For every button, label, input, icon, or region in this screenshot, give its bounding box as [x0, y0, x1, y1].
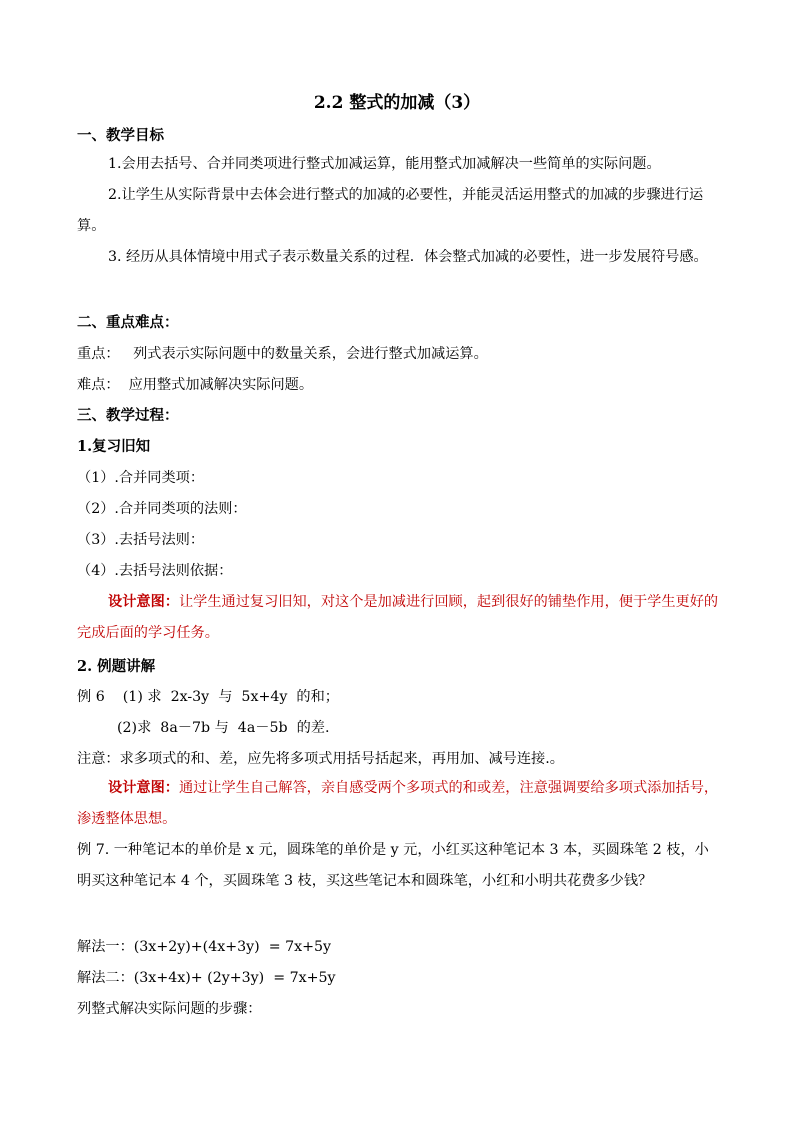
goal-2: 2.让学生从实际背景中去体会进行整式的加减的必要性，并能灵活运用整式的加减的步骤进行运算。	[77, 187, 704, 234]
review-item-4: （4）.去括号法则依据：	[77, 563, 233, 579]
review-item-2: （2）.合并同类项的法则：	[77, 501, 247, 517]
design-note-2	[77, 773, 719, 835]
design-label-2: 设计意图：	[108, 780, 179, 796]
design-text-1: 让学生通过复习旧知，对这个是加减进行回顾，起到很好的铺垫作用，便于学生更好的完成后面的学习任务。	[77, 594, 719, 641]
note: 注意：求多项式的和、差，应先将多项式用括号括起来，再用加、减号连接.。	[77, 751, 564, 767]
design-text-2: 通过让学生自己解答，亲自感受两个多项式的和或差，注意强调要给多项式添加括号，渗透整体思想。	[77, 780, 719, 827]
key-heading: 二、重点难点：	[77, 314, 179, 331]
process-heading: 三、教学过程：	[77, 407, 179, 424]
key-point: 重点： 列式表示实际问题中的数量关系，会进行整式加减运算。	[77, 346, 488, 362]
review-item-1: （1）.合并同类项：	[77, 470, 205, 486]
difficult-point: 难点： 应用整式加减解决实际问题。	[77, 377, 314, 393]
review-heading: 1.复习旧知	[77, 438, 151, 455]
design-label-1: 设计意图：	[108, 594, 179, 610]
page-title: 2.2 整式的加减（3）	[313, 93, 481, 113]
design-note-1	[77, 587, 719, 649]
example-6-line-2: (2)求 8a－7b 与 4a－5b 的差.	[117, 720, 330, 736]
goals-heading: 一、教学目标	[77, 127, 164, 144]
solution-1: 解法一：(3x+2y)+(4x+3y) = 7x+5y	[77, 939, 332, 955]
steps-heading: 列整式解决实际问题的步骤：	[77, 1001, 262, 1017]
example-heading: 2. 例题讲解	[77, 658, 156, 675]
goal-1: 1.会用去括号、合并同类项进行整式加减运算，能用整式加减解决一些简单的实际问题。	[108, 156, 661, 172]
solution-2: 解法二：(3x+4x)+ (2y+3y) = 7x+5y	[77, 970, 336, 986]
goal-3: 3. 经历从具体情境中用式子表示数量关系的过程．体会整式加减的必要性，进一步发展符号感。	[108, 249, 708, 265]
example-7: 例 7. 一种笔记本的单价是 x 元，圆珠笔的单价是 y 元，小红买这种笔记本 3 本，买圆珠笔 2 枝，小明买这种笔记本 4 个，买圆珠笔 3 枝，买这些笔记本和圆珠笔，小红和小明共花费多少钱？	[77, 842, 709, 889]
example-6-line-1: 例 6 (1) 求 2x-3y 与 5x+4y 的和；	[77, 689, 339, 705]
review-item-3: （3）.去括号法则：	[77, 532, 205, 548]
